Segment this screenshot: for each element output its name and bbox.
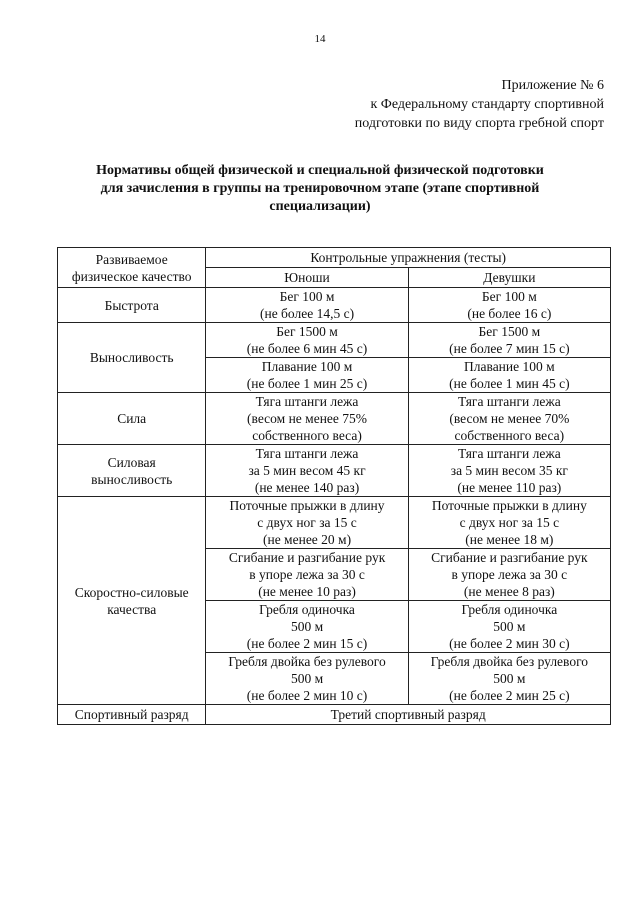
table-row [58, 323, 611, 358]
boys-test-cell [206, 393, 408, 445]
cell-line: (не более 1 мин 45 с) [449, 376, 570, 391]
cell-line: Сила [117, 411, 147, 426]
header-tests-cell: Контрольные упражнения (тесты) [206, 248, 611, 268]
boys-test-cell [206, 323, 408, 358]
cell-line: Гребля одиночка [259, 602, 355, 617]
cell-line: Быстрота [104, 297, 159, 313]
boys-test-cell [206, 288, 408, 323]
girls-test-cell [408, 549, 610, 601]
cell-line: (не более 2 мин 10 с) [246, 688, 368, 703]
cell-line: за 5 мин весом 45 кг [248, 463, 366, 478]
cell-line: (не более 2 мин 25 с) [449, 688, 570, 703]
title-line: Нормативы общей физической и специальной физической подготовки [96, 163, 544, 178]
header-boys-cell: Юноши [206, 268, 408, 288]
cell-line: Поточные прыжки в длину [431, 498, 587, 513]
table-row [58, 497, 611, 549]
cell-line: Силовая [107, 454, 156, 470]
cell-line: 500 м [493, 671, 526, 686]
girls-test-cell [408, 393, 610, 445]
cell-line: Гребля двойка без рулевого [430, 654, 589, 669]
cell-line: Поточные прыжки в длину [229, 498, 385, 513]
cell-line: (весом не менее 70% [449, 411, 570, 426]
quality-cell [58, 497, 206, 705]
appendix-line: Приложение № 6 [501, 78, 604, 93]
girls-test-cell [408, 653, 610, 705]
boys-test-cell [206, 549, 408, 601]
table-header-row [58, 248, 611, 268]
boys-test-cell [206, 497, 408, 549]
cell-line: Скоростно-силовые [74, 584, 189, 600]
boys-test-cell [206, 601, 408, 653]
girls-test-cell [408, 323, 610, 358]
cell-line: (не менее 18 м) [465, 532, 554, 547]
header-girls-cell: Девушки [408, 268, 610, 288]
cell-line: (не более 1 мин 25 с) [246, 376, 368, 391]
quality-cell [58, 445, 206, 497]
cell-line: качества [107, 601, 157, 617]
girls-test-cell [408, 601, 610, 653]
cell-line: (не менее 8 раз) [463, 584, 555, 599]
cell-line: (не более 14,5 с) [259, 306, 355, 321]
cell-line: Тяга штанги лежа [255, 394, 359, 409]
cell-line: за 5 мин весом 35 кг [450, 463, 568, 478]
appendix-line: подготовки по виду спорта гребной спорт [354, 116, 604, 131]
cell-line: Сгибание и разгибание рук [228, 550, 386, 565]
page-number: 14 [314, 33, 326, 45]
header-quality-cell: Развиваемое физическое качество [58, 248, 206, 288]
cell-line: Выносливость [89, 350, 174, 365]
sport-rank-value-cell: Третий спортивный разряд [206, 705, 611, 725]
girls-test-cell [408, 288, 610, 323]
cell-line: Плавание 100 м [261, 359, 353, 374]
table-row [58, 445, 611, 497]
cell-line: (не менее 140 раз) [254, 480, 360, 495]
cell-line: в упоре лежа за 30 с [451, 567, 568, 582]
table-row [58, 288, 611, 323]
cell-line: (не более 2 мин 30 с) [449, 636, 570, 651]
boys-test-cell [206, 445, 408, 497]
girls-test-cell [408, 358, 610, 393]
table-row [58, 393, 611, 445]
cell-line: (не менее 110 раз) [457, 480, 562, 495]
cell-line: (не более 16 с) [467, 306, 552, 321]
title-line: специализации) [269, 199, 371, 214]
normatives-table [57, 247, 611, 725]
cell-line: 500 м [290, 619, 324, 634]
cell-line: выносливость [91, 471, 173, 487]
cell-line: (не более 6 мин 45 с) [246, 341, 368, 356]
table-footer-row [58, 705, 611, 725]
cell-line: с двух ног за 15 с [257, 515, 357, 530]
sport-rank-label-cell: Спортивный разряд [58, 705, 206, 725]
girls-test-cell [408, 445, 610, 497]
quality-cell [58, 393, 206, 445]
appendix-line: к Федеральному стандарту спортивной [370, 97, 604, 112]
cell-line: (не более 7 мин 15 с) [449, 341, 570, 356]
cell-line: (не более 2 мин 15 с) [246, 636, 368, 651]
appendix-reference [355, 76, 604, 133]
cell-line: 500 м [493, 619, 526, 634]
cell-line: Тяга штанги лежа [457, 394, 561, 409]
cell-line: Сгибание и разгибание рук [431, 550, 588, 565]
cell-line: 500 м [290, 671, 324, 686]
cell-line: собственного веса) [454, 428, 565, 443]
quality-cell [58, 288, 206, 323]
cell-line: Бег 1500 м [478, 324, 541, 339]
cell-line: Плавание 100 м [464, 359, 555, 374]
cell-line: Тяга штанги лежа [255, 446, 359, 461]
cell-line: Бег 100 м [481, 289, 537, 304]
girls-test-cell [408, 497, 610, 549]
cell-line: в упоре лежа за 30 с [249, 567, 365, 582]
document-title [60, 162, 580, 216]
boys-test-cell [206, 653, 408, 705]
cell-line: Бег 1500 м [276, 324, 338, 339]
cell-line: Гребля одиночка [461, 602, 558, 617]
cell-line: собственного веса) [252, 428, 362, 443]
cell-line: Тяга штанги лежа [457, 446, 561, 461]
cell-line: Гребля двойка без рулевого [228, 654, 386, 669]
boys-test-cell [206, 358, 408, 393]
cell-line: (не менее 10 раз) [258, 584, 356, 599]
cell-line: с двух ног за 15 с [459, 515, 560, 530]
cell-line: Бег 100 м [279, 289, 335, 304]
cell-line: (не менее 20 м) [262, 532, 352, 547]
title-line: для зачисления в группы на тренировочном этапе (этапе спортивной [100, 181, 540, 196]
cell-line: (весом не менее 75% [247, 411, 368, 426]
quality-cell [58, 323, 206, 393]
